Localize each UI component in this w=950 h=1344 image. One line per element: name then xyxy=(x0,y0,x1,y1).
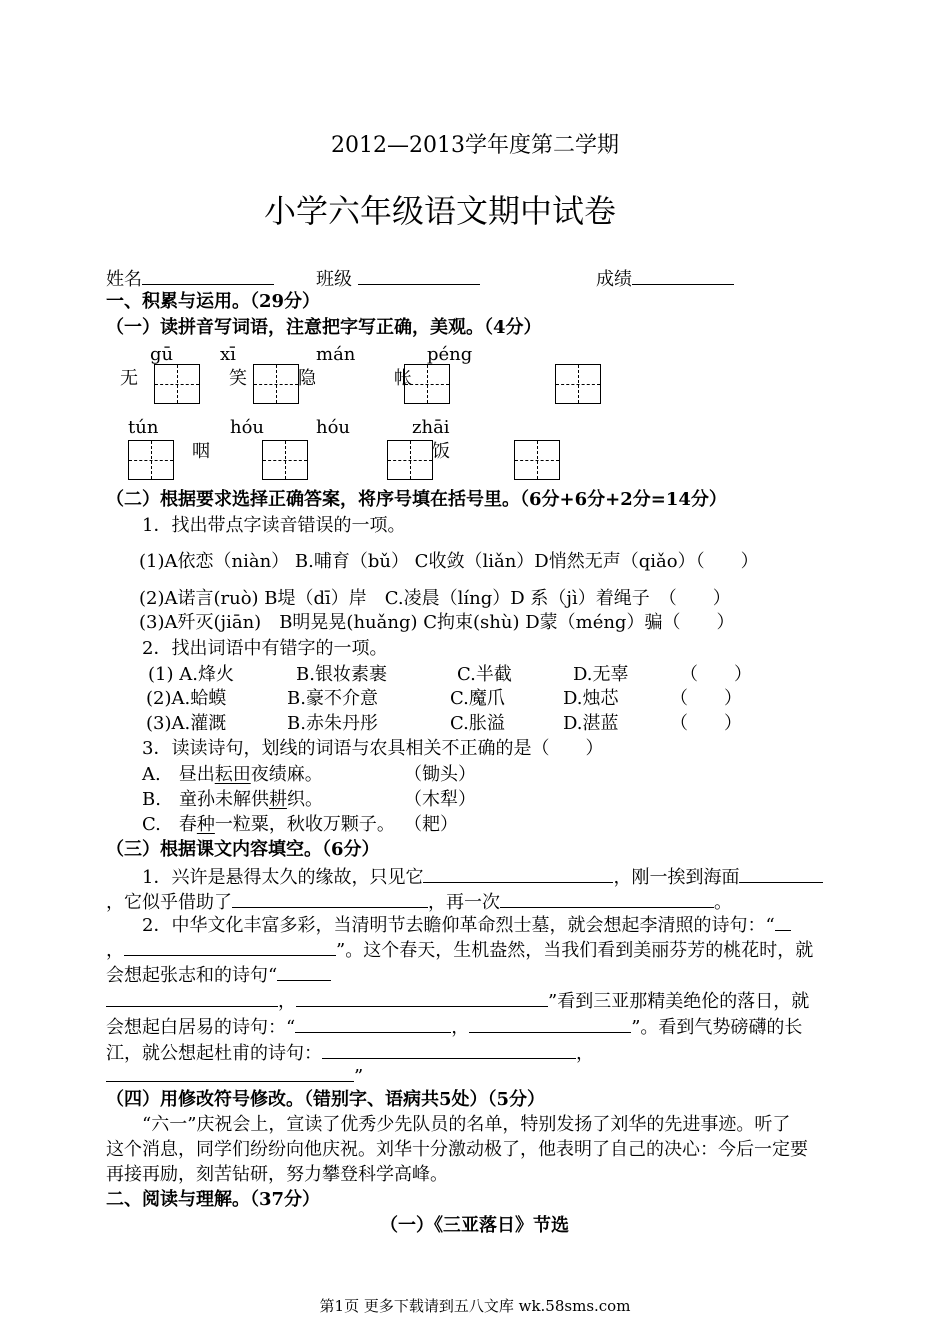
class-label: 班级 xyxy=(316,269,352,290)
fill-line xyxy=(106,988,809,1014)
fill-text: ，刚一挨到海面 xyxy=(613,867,740,888)
fill-line xyxy=(106,1063,363,1089)
name-label: 姓名 xyxy=(106,269,142,290)
fill-blank[interactable] xyxy=(106,988,278,1007)
score-field xyxy=(596,266,734,292)
q1-option-line: (2)A诺言(ruò) B堤（dī）岸 C.凌晨（líng）D 系（jì）着绳子 （ ） xyxy=(139,588,731,609)
q3-text: 夜绩麻。 xyxy=(250,764,323,785)
fill-blank[interactable] xyxy=(500,889,714,908)
class-field xyxy=(316,266,480,292)
pinyin: zhāi xyxy=(412,417,450,438)
fill-text: ”。看到气势磅礴的长 xyxy=(631,1017,803,1038)
q3-text: 一粒粟，秋收万颗子。 xyxy=(214,814,395,835)
given-char: 咽 xyxy=(192,441,210,462)
q3-option xyxy=(142,788,323,812)
q3-text: A. 昼出 xyxy=(142,764,215,785)
info-line xyxy=(106,266,274,292)
fill-text: ，再一次 xyxy=(428,892,500,913)
passage-line: 这个消息，同学们纷纷向他庆祝。刘华十分激动极了，他表明了自己的决心：今后一定要 xyxy=(106,1139,808,1160)
sec2-heading: （二）根据要求选择正确答案，将序号填在括号里。（6分+6分+2分=14分） xyxy=(106,489,727,510)
pinyin: péng xyxy=(427,344,473,365)
fill-blank[interactable] xyxy=(739,864,823,883)
pinyin: hóu xyxy=(230,417,265,438)
fill-text: 。 xyxy=(714,892,732,913)
page-footer: 第1页 更多下载请到五八文库 wk.58sms.com xyxy=(319,1297,631,1315)
question-3: 3．读读诗句，划线的词语与农具相关不正确的是（ ） xyxy=(142,738,604,759)
q2-option: C.半截 xyxy=(457,664,512,685)
sec4-heading: （四）用修改符号修改。（错别字、语病共5处）（5分） xyxy=(106,1089,546,1110)
fill-text: ， xyxy=(451,1017,470,1038)
fill-line xyxy=(106,937,813,963)
q3-tool: （耙） xyxy=(404,814,458,835)
fill-blank[interactable] xyxy=(423,864,613,883)
q2-option: B.赤朱丹彤 xyxy=(287,713,378,734)
fill-blank[interactable] xyxy=(322,1040,576,1059)
q2-option: (1) A.烽火 xyxy=(148,664,234,685)
score-label: 成绩 xyxy=(596,269,632,290)
q3-option xyxy=(142,763,323,787)
writing-box[interactable] xyxy=(253,364,299,404)
pinyin: gū xyxy=(150,344,174,365)
fill-text: ， xyxy=(278,991,296,1012)
writing-box[interactable] xyxy=(555,364,601,404)
fill-text: 会想起张志和的诗句“ xyxy=(106,965,278,986)
writing-box[interactable] xyxy=(128,440,174,480)
fill-text: 2．中华文化丰富多彩，当清明节去瞻仰革命烈士墓，就会想起李清照的诗句：“ xyxy=(142,915,775,936)
q3-underlined: 耘田 xyxy=(214,764,251,785)
q2-option: D.无辜 xyxy=(573,664,629,685)
fill-blank[interactable] xyxy=(277,962,331,981)
pinyin: hóu xyxy=(316,417,351,438)
writing-box[interactable] xyxy=(387,440,433,480)
pinyin: mán xyxy=(316,344,356,365)
given-char: 饭 xyxy=(432,441,450,462)
q2-option: (2)A.蛤蟆 xyxy=(146,688,227,709)
part1-heading: 一、积累与运用。（29分） xyxy=(106,291,321,312)
fill-text: ”。这个春天，生机盎然，当我们看到美丽芬芳的桃花时，就 xyxy=(336,940,814,961)
class-blank[interactable] xyxy=(358,266,480,285)
fill-line xyxy=(106,962,331,988)
given-char: 隐 xyxy=(298,368,316,389)
answer-bracket[interactable]: （ ） xyxy=(680,664,752,685)
fill-text: ， xyxy=(576,1043,594,1064)
q1-option-line: (3)A歼灭(jiān) B明晃晃(huǎng) C拘束(shù) D蒙（méng）骗（ ） xyxy=(139,612,735,633)
writing-box[interactable] xyxy=(404,364,450,404)
answer-bracket[interactable]: （ ） xyxy=(670,688,742,709)
fill-blank[interactable] xyxy=(296,988,548,1007)
fill-line xyxy=(142,912,791,938)
q2-option: B.豪不介意 xyxy=(287,688,378,709)
sec1-heading: （一）读拼音写词语，注意把字写正确，美观。（4分） xyxy=(106,317,542,338)
q3-tool: （木犁） xyxy=(404,789,476,810)
q2-option: D.烛芯 xyxy=(563,688,619,709)
reading-title: （一）《三亚落日》节选 xyxy=(380,1215,569,1236)
exam-title: 小学六年级语文期中试卷 xyxy=(263,192,616,230)
fill-text: 江，就公想起杜甫的诗句： xyxy=(106,1043,322,1064)
fill-blank[interactable] xyxy=(232,889,428,908)
sec3-heading: （三）根据课文内容填空。（6分） xyxy=(106,839,380,860)
fill-blank[interactable] xyxy=(106,1063,354,1082)
passage-line: “六一”庆祝会上，宣读了优秀少先队员的名单，特别发扬了刘华的先进事迹。听了 xyxy=(142,1114,791,1135)
q2-option: (3)A.灌溉 xyxy=(146,713,227,734)
given-char: 笑 xyxy=(229,368,247,389)
question-1: 1．找出带点字读音错误的一项。 xyxy=(142,515,406,536)
writing-box[interactable] xyxy=(154,364,200,404)
fill-line xyxy=(142,864,823,890)
q3-underlined: 耕 xyxy=(268,789,287,810)
pinyin: tún xyxy=(128,417,159,438)
q2-option: D.湛蓝 xyxy=(563,713,619,734)
q2-option: B.银妆素裹 xyxy=(296,664,387,685)
q3-text: 织。 xyxy=(286,789,323,810)
fill-line xyxy=(106,1014,802,1040)
q3-text: C. 春 xyxy=(142,814,197,835)
fill-text: ” xyxy=(354,1066,364,1087)
fill-blank[interactable] xyxy=(295,1014,451,1033)
q3-option xyxy=(142,813,395,837)
score-blank[interactable] xyxy=(632,266,734,285)
given-char: 无 xyxy=(120,368,138,389)
pinyin: xī xyxy=(220,344,236,365)
fill-text: ，它似乎借助了 xyxy=(106,892,232,913)
answer-bracket[interactable]: （ ） xyxy=(670,713,742,734)
fill-text: ， xyxy=(106,940,124,961)
name-blank[interactable] xyxy=(142,266,274,285)
question-2: 2．找出词语中有错字的一项。 xyxy=(142,638,388,659)
passage-line: 再接再励，刻苦钻研，努力攀登科学高峰。 xyxy=(106,1164,448,1185)
fill-blank[interactable] xyxy=(775,912,791,931)
q1-option-line: (1)A依恋（niàn） B.哺育（bǔ） C收敛（liǎn）D悄然无声（qiǎo）（ ） xyxy=(139,551,759,572)
q3-tool: （锄头） xyxy=(404,764,476,785)
q3-underlined: 种 xyxy=(196,814,215,835)
term-heading: 2012—2013学年度第二学期 xyxy=(331,133,619,158)
q2-option: C.魔爪 xyxy=(450,688,505,709)
part2-heading: 二、阅读与理解。（37分） xyxy=(106,1189,321,1210)
fill-text: ”看到三亚那精美绝伦的落日，就 xyxy=(548,991,810,1012)
writing-box[interactable] xyxy=(514,440,560,480)
fill-blank[interactable] xyxy=(124,937,336,956)
q2-option: C.胀溢 xyxy=(450,713,505,734)
fill-text: 1．兴许是悬得太久的缘故，只见它 xyxy=(142,867,424,888)
given-char: 帐 xyxy=(394,368,412,389)
fill-text: 会想起白居易的诗句：“ xyxy=(106,1017,296,1038)
q3-text: B. 童孙未解供 xyxy=(142,789,269,810)
fill-blank[interactable] xyxy=(469,1014,631,1033)
writing-box[interactable] xyxy=(262,440,308,480)
